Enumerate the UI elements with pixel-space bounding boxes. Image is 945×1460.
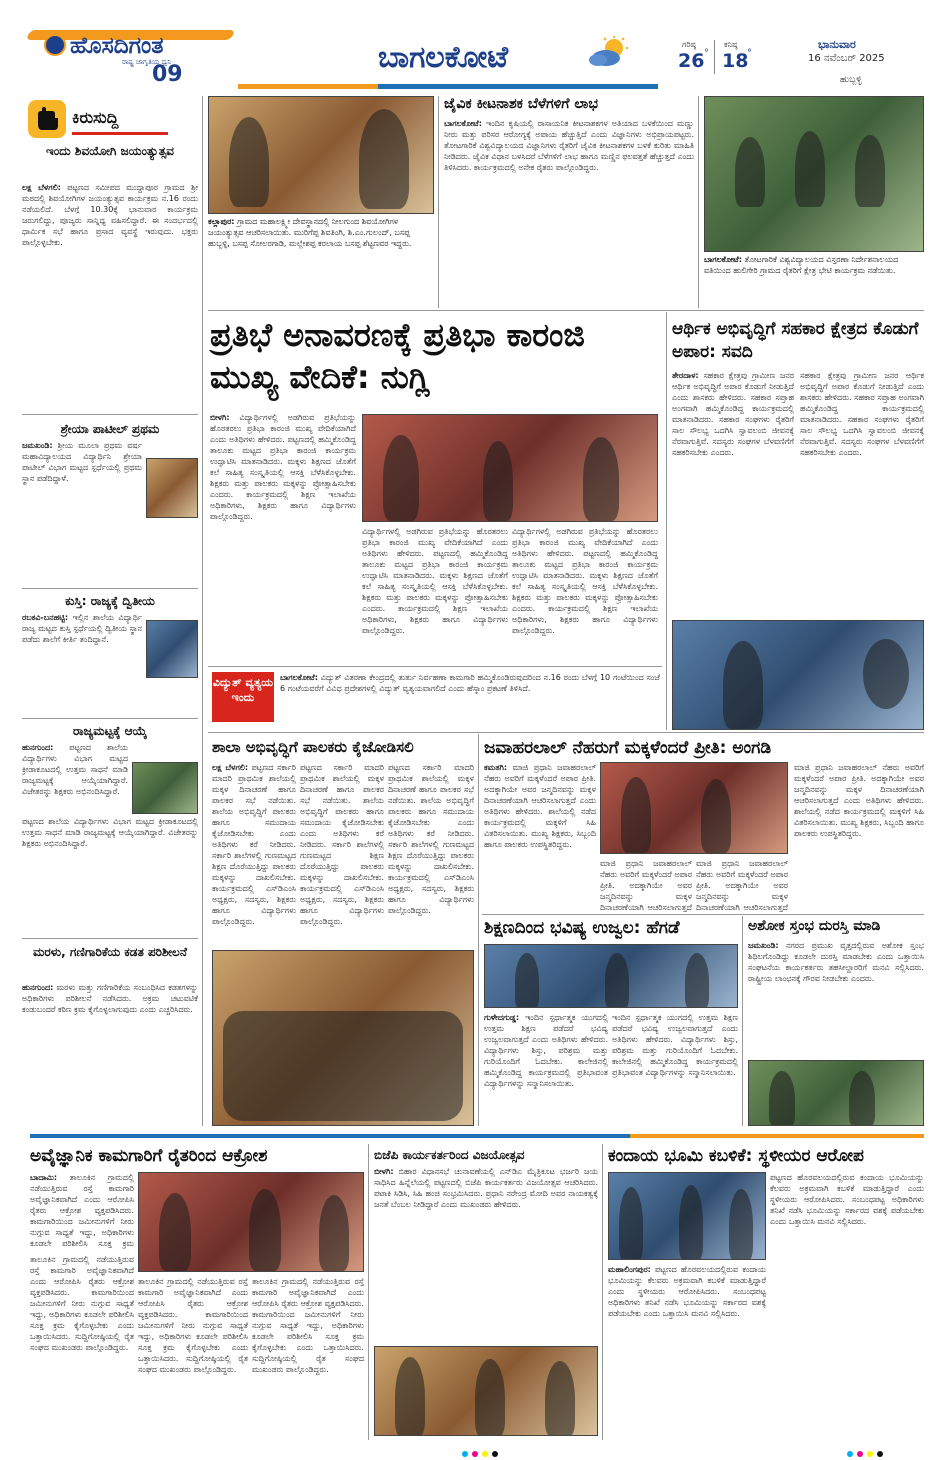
nehru-text: ಮಾಜಿ ಪ್ರಧಾನಿ ಜವಾಹರಲಾಲ್ ನೆಹರು ಅವರಿಗೆ ಮಕ್ಕಳೆಂದರೆ ಅಪಾರ ಪ್ರೀತಿ. ಅದಕ್ಕಾಗಿಯೇ ಅವರ ಜನ್ಮದಿನವನ್ನು ಮಕ್ಕಳ ದಿನಾಚರಣೆಯಾಗಿ ಆಚರಿಸಲಾಗುತ್ತದೆ xyxy=(600,859,692,912)
page-number: 09 xyxy=(152,62,183,87)
shala-dateline: ಲಕ್ಷ ಬೆಳಗಲಿ: xyxy=(212,763,249,772)
kirusuddi-underline xyxy=(72,132,168,135)
ashoka-headline: ಅಶೋಕ ಸ್ತಂಭ ದುರಸ್ತಿ ಮಾಡಿ xyxy=(748,918,881,934)
divider xyxy=(22,414,198,415)
weather-min-deg: ° xyxy=(747,48,752,59)
column-divider xyxy=(368,1144,369,1440)
column-divider xyxy=(666,312,667,730)
avaijnanika-dateline: ಬಾದಾಮಿ: xyxy=(30,1173,58,1182)
arthika-dateline: ತೇರದಾಳ: xyxy=(672,371,699,380)
kandaya-dateline: ಮಹಾಲಿಂಗಪುರ: xyxy=(608,1265,651,1274)
student-photo xyxy=(146,458,198,518)
bottom-rule-orange xyxy=(630,1134,924,1138)
column-divider xyxy=(438,96,439,308)
prathibha-text: ವಿದ್ಯಾರ್ಥಿಗಳಲ್ಲಿ ಅಡಗಿರುವ ಪ್ರತಿಭೆಯನ್ನು ಹೊರತರಲು ಪ್ರತಿಭಾ ಕಾರಂಜಿ ಮುಖ್ಯ ವೇದಿಕೆಯಾಗಿದೆ ಎಂದು ಅತಿಥಿಗಳು ಹೇಳಿದರು. ಪಟ್ಟಣದಲ್ಲಿ ಹಮ್ಮಿಕೊಂಡಿದ್ದ ತಾಲೂಕು ಮಟ್ಟದ ಪ್ರತಿಭಾ ಕಾರಂಜಿ ಕಾರ್ಯಕ್ರಮ ಉದ್ಘಾಟಿಸಿ ಮಾತನಾಡಿದರು. ಮಕ್ಕಳು ಶಿಕ್ಷಣದ ಜೊತೆಗೆ ಕಲೆ ಸಾಹಿತ್ಯ ಸಂಸ್ಕೃತಿಯಲ್ಲಿ ಆಸಕ್ತಿ ಬೆಳೆಸಿಕೊಳ್ಳಬೇಕು. ಶಿಕ್ಷಕರು ಮತ್ತು ಪಾಲಕರು ಮಕ್ಕಳನ್ನು ಪ್ರೋತ್ಸಾಹಿಸಬೇಕು ಎಂದರು. ಕಾರ್ಯಕ್ರಮದಲ್ಲಿ ಶಿಕ್ಷಣ ಇಲಾಖೆಯ ಅಧಿಕಾರಿಗಳು, ಶಿಕ್ಷಕರು ಹಾಗೂ ವಿದ್ಯಾರ್ಥಿಗಳು ಪಾಲ್ಗೊಂಡಿದ್ದರು. xyxy=(210,413,356,521)
prathibha-dateline: ಬೀಳಗಿ: xyxy=(210,413,230,422)
field-visit-caption xyxy=(704,254,924,308)
kandaya-headline: ಕಂದಾಯ ಭೂಮಿ ಕಬಳಿಕೆ: ಸ್ಥಳೀಯರ ಆರೋಪ xyxy=(608,1146,864,1166)
shikshana-body xyxy=(484,1012,608,1126)
masthead-logo[interactable]: ಹೊಸದಿಗಂತ xyxy=(70,32,164,59)
kiru-item-title: ಮರಳು, ಗಣಿಗಾರಿಕೆಯ ಕಡತ ಪರಿಶೀಲನೆ xyxy=(33,945,187,959)
arthika-photo xyxy=(672,620,924,730)
kiru-item-text: ಮರಳು ಮತ್ತು ಗಣಿಗಾರಿಕೆಯ ಸಂಬಂಧಿಸಿದ ಕಡತಗಳನ್ನು ಅಧಿಕಾರಿಗಳು ಪರಿಶೀಲನೆ ನಡೆಸಿದರು. ಅಕ್ರಮ ಚಟುವಟಿಕೆ ಕಂಡುಬಂದರೆ ಕಠಿಣ ಕ್ರಮ ಕೈಗೊಳ್ಳಲಾಗುವುದು ಎಂದು ಎಚ್ಚರಿಸಿದರು. xyxy=(22,983,198,1014)
prathibha-text: ವಿದ್ಯಾರ್ಥಿಗಳಲ್ಲಿ ಅಡಗಿರುವ ಪ್ರತಿಭೆಯನ್ನು ಹೊರತರಲು ಪ್ರತಿಭಾ ಕಾರಂಜಿ ಮುಖ್ಯ ವೇದಿಕೆಯಾಗಿದೆ ಎಂದು ಅತಿಥಿಗಳು ಹೇಳಿದರು. ಪಟ್ಟಣದಲ್ಲಿ ಹಮ್ಮಿಕೊಂಡಿದ್ದ ತಾಲೂಕು ಮಟ್ಟದ ಪ್ರತಿಭಾ ಕಾರಂಜಿ ಕಾರ್ಯಕ್ರಮ ಉದ್ಘಾಟಿಸಿ ಮಾತನಾಡಿದರು. ಮಕ್ಕಳು ಶಿಕ್ಷಣದ ಜೊತೆಗೆ ಕಲೆ ಸಾಹಿತ್ಯ ಸಂಸ್ಕೃತಿಯಲ್ಲಿ ಆಸಕ್ತಿ ಬೆಳೆಸಿಕೊಳ್ಳಬೇಕು. ಶಿಕ್ಷಕರು ಮತ್ತು ಪಾಲಕರು ಮಕ್ಕಳನ್ನು ಪ್ರೋತ್ಸಾಹಿಸಬೇಕು ಎಂದರು. ಕಾರ್ಯಕ್ರಮದಲ್ಲಿ ಶಿಕ್ಷಣ ಇಲಾಖೆಯ ಅಧಿಕಾರಿಗಳು, ಶಿಕ್ಷಕರು ಹಾಗೂ ವಿದ್ಯಾರ್ಥಿಗಳು ಪಾಲ್ಗೊಂಡಿದ್ದರು. xyxy=(512,527,658,635)
nehru-body-col2 xyxy=(600,858,692,912)
kiru-item-title: ರಾಜ್ಯಮಟ್ಟಕ್ಕೆ ಆಯ್ಕೆ xyxy=(72,724,147,738)
shala-text: ಪಟ್ಟಣದ ಸರ್ಕಾರಿ ಮಾದರಿ ಪ್ರಾಥಮಿಕ ಶಾಲೆಯಲ್ಲಿ ಮಕ್ಕಳ ದಿನಾಚರಣೆ ಹಾಗೂ ಪಾಲಕರ ಸಭೆ ನಡೆಯಿತು. ಶಾಲೆಯ ಅಭಿವೃದ್ಧಿಗೆ ಪಾಲಕರು ಹಾಗೂ ಸಮುದಾಯ ಕೈಜೋಡಿಸಬೇಕು ಎಂದು ಅತಿಥಿಗಳು ಕರೆ ನೀಡಿದರು. ಸರ್ಕಾರಿ ಶಾಲೆಗಳಲ್ಲಿ ಗುಣಮಟ್ಟದ ಶಿಕ್ಷಣ ದೊರೆಯುತ್ತಿದ್ದು ಪಾಲಕರು ಮಕ್ಕಳನ್ನು ದಾಖಲಿಸಬೇಕು. ಕಾರ್ಯಕ್ರಮದಲ್ಲಿ ಎಸ್‌ಡಿಎಂಸಿ ಅಧ್ಯಕ್ಷರು, ಸದಸ್ಯರು, ಶಿಕ್ಷಕರು ಹಾಗೂ ವಿದ್ಯಾರ್ಥಿಗಳು ಪಾಲ್ಗೊಂಡಿದ್ದರು. xyxy=(300,763,384,926)
avaijnanika-text: ತಾಲೂಕಿನ ಗ್ರಾಮದಲ್ಲಿ ನಡೆಯುತ್ತಿರುವ ರಸ್ತೆ ಕಾಮಗಾರಿ ಅವೈಜ್ಞಾನಿಕವಾಗಿದೆ ಎಂದು ಆರೋಪಿಸಿ ರೈತರು ಆಕ್ರೋಶ ವ್ಯಕ್ತಪಡಿಸಿದರು. ಕಾಮಗಾರಿಯಿಂದ ಜಮೀನುಗಳಿಗೆ ನೀರು ನುಗ್ಗುವ ಸಾಧ್ಯತೆ ಇದ್ದು, ಅಧಿಕಾರಿಗಳು ಕೂಡಲೇ ಪರಿಶೀಲಿಸಿ ಸೂಕ್ತ ಕ್ರಮ ಕೈಗೊಳ್ಳಬೇಕು ಎಂದು ಒತ್ತಾಯಿಸಿದರು. ಸುದ್ದಿಗೋಷ್ಠಿಯಲ್ಲಿ ರೈತ ಸಂಘದ ಮುಖಂಡರು ಪಾಲ್ಗೊಂಡಿದ್ದರು. xyxy=(252,1277,364,1374)
masthead-day: ಭಾನುವಾರ xyxy=(818,38,856,51)
jaivika-text: ಇಂದಿನ ಕೃಷಿಯಲ್ಲಿ ರಾಸಾಯನಿಕ ಕೀಟನಾಶಕಗಳ ಅತಿಯಾದ ಬಳಕೆಯಿಂದ ಮಣ್ಣು ನೀರು ಮತ್ತು ಪರಿಸರ ಆರೋಗ್ಯಕ್ಕೆ ಅಪಾಯ ಹೆಚ್ಚುತ್ತಿದೆ ಎಂದು ವಿಜ್ಞಾನಿಗಳು ಅಭಿಪ್ರಾಯಪಟ್ಟರು. ತೋಟಗಾರಿಕೆ ವಿಶ್ವವಿದ್ಯಾಲಯದ ವಿಜ್ಞಾನಿಗಳು ರೈತರಿಗೆ ಜೈವಿಕ ಕೀಟನಾಶಕಗಳ ಬಳಕೆ ಕುರಿತು ಮಾಹಿತಿ ನೀಡಿದರು. ಜೈವಿಕ ವಿಧಾನ ಬಳಸಿದರೆ ಬೆಳೆಗಳಿಗೆ ಲಾಭ ಹಾಗೂ ಮಣ್ಣಿನ ಫಲವತ್ತತೆ ಹೆಚ್ಚುತ್ತದೆ ಎಂದು ತಿಳಿಸಿದರು. ಕಾರ್ಯಕ್ರಮದಲ್ಲಿ ಅನೇಕ ರೈತರು ಪಾಲ್ಗೊಂಡಿದ್ದರು. xyxy=(444,119,694,172)
shala-body xyxy=(212,762,296,946)
avaijnanika-photo xyxy=(138,1172,364,1272)
kiru-item-dateline: ಹುನಗುಂದ: xyxy=(22,743,54,752)
nehru-dateline: ಕಮತಗಿ: xyxy=(484,763,508,772)
jaivika-dateline: ಬಾಗಲಕೋಟೆ: xyxy=(444,119,482,128)
bijepi-headline: ಬಿಜೆಪಿ ಕಾರ್ಯಕರ್ತರಿಂದ ವಿಜಯೋತ್ಸವ xyxy=(374,1148,525,1162)
column-divider xyxy=(742,916,743,1126)
kiru-item-text: ಪಟ್ಟಣದ ಸಮೀಪದ ಮುದ್ದಾಪೂರ ಗ್ರಾಮದ ಶ್ರೀ ಮಠದಲ್ಲಿ ಶಿವಯೋಗಿಗಳ ಜಯಂತ್ಯುತ್ಸವ ಕಾರ್ಯಕ್ರಮ ನ.16 ರಂದು ನಡೆಯಲಿದೆ. ಬೆಳಗ್ಗೆ 10.30ಕ್ಕೆ ಭಾನುವಾರ ಕಾರ್ಯಕ್ರಮ ಜರುಗಲಿದ್ದು, ಪೂಜ್ಯರು ಸಾನ್ನಿಧ್ಯ ವಹಿಸಲಿದ್ದಾರೆ. ಈ ಸಂದರ್ಭದಲ್ಲಿ ಧಾರ್ಮಿಕ ಸಭೆ ಹಾಗೂ ಪ್ರಸಾದ ವ್ಯವಸ್ಥೆ ಇರುವುದು. ಭಕ್ತರು ಪಾಲ್ಗೊಳ್ಳಬೇಕು. xyxy=(22,183,198,247)
shala-headline: ಶಾಲಾ ಅಭಿವೃದ್ಧಿಗೆ ಪಾಲಕರು ಕೈಜೋಡಿಸಲಿ xyxy=(212,738,414,756)
divider xyxy=(22,718,198,719)
kirusuddi-header xyxy=(28,100,168,138)
kandaya-text: ಪಟ್ಟಣದ ಹೊರವಲಯದಲ್ಲಿರುವ ಕಂದಾಯ ಭೂಮಿಯನ್ನು ಕೆಲವರು ಅಕ್ರಮವಾಗಿ ಕಬಳಿಕೆ ಮಾಡುತ್ತಿದ್ದಾರೆ ಎಂದು ಸ್ಥಳೀಯರು ಆರೋಪಿಸಿದರು. ಸಂಬಂಧಪಟ್ಟ ಅಧಿಕಾರಿಗಳು ತನಿಖೆ ನಡೆಸಿ ಭೂಮಿಯನ್ನು ಸರ್ಕಾರದ ವಶಕ್ಕೆ ಪಡೆಯಬೇಕು ಎಂದು ಒತ್ತಾಯಿಸಿ ಮನವಿ ಸಲ್ಲಿಸಿದರು. xyxy=(608,1265,766,1318)
avaijnanika-body-col3 xyxy=(138,1276,248,1438)
column-divider xyxy=(202,96,203,1126)
avaijnanika-text: ತಾಲೂಕಿನ ಗ್ರಾಮದಲ್ಲಿ ನಡೆಯುತ್ತಿರುವ ರಸ್ತೆ ಕಾಮಗಾರಿ ಅವೈಜ್ಞಾನಿಕವಾಗಿದೆ ಎಂದು ಆರೋಪಿಸಿ ರೈತರು ಆಕ್ರೋಶ ವ್ಯಕ್ತಪಡಿಸಿದರು. ಕಾಮಗಾರಿಯಿಂದ ಜಮೀನುಗಳಿಗೆ ನೀರು ನುಗ್ಗುವ ಸಾಧ್ಯತೆ ಇದ್ದು, ಅಧಿಕಾರಿಗಳು ಕೂಡಲೇ ಪರಿಶೀಲಿಸಿ ಸೂಕ್ತ ಕ್ರಮ ಕೈಗೊಳ್ಳಬೇಕು ಎಂದು ಒತ್ತಾಯಿಸಿದರು. ಸುದ್ದಿಗೋಷ್ಠಿಯಲ್ಲಿ ರೈತ ಸಂಘದ ಮುಖಂಡರು ಪಾಲ್ಗೊಂಡಿದ್ದರು. xyxy=(30,1255,134,1352)
arthika-headline: ಆರ್ಥಿಕ ಅಭಿವೃದ್ಧಿಗೆ ಸಹಕಾರ ಕ್ಷೇತ್ರದ ಕೊಡುಗೆ ಅಪಾರ: ಸವದಿ xyxy=(672,319,919,362)
weather-max-label: ಗರಿಷ್ಠ xyxy=(682,40,696,49)
bijepi-dateline: ಬೀಳಗಿ: xyxy=(374,1167,394,1176)
nehru-headline: ಜವಾಹರಲಾಲ್ ನೆಹರುಗೆ ಮಕ್ಕಳೆಂದರೆ ಪ್ರೀತಿ: ಅಂಗಡಿ xyxy=(484,738,772,758)
hand-icon xyxy=(28,100,66,138)
kandaya-photo xyxy=(608,1172,766,1260)
shala-photo xyxy=(212,950,474,1126)
bijepi-text: ಬಿಹಾರ ವಿಧಾನಸಭೆ ಚುನಾವಣೆಯಲ್ಲಿ ಎನ್‌ಡಿಎ ಮೈತ್ರಿಕೂಟ ಭರ್ಜರಿ ಜಯ ಸಾಧಿಸಿದ ಹಿನ್ನೆಲೆಯಲ್ಲಿ ಪಟ್ಟಣದಲ್ಲಿ ಬಿಜೆಪಿ ಕಾರ್ಯಕರ್ತರು ವಿಜಯೋತ್ಸವ ಆಚರಿಸಿದರು. ಪಟಾಕಿ ಸಿಡಿಸಿ, ಸಿಹಿ ಹಂಚಿ ಸಂಭ್ರಮಿಸಿದರು. ಪ್ರಧಾನಿ ನರೇಂದ್ರ ಮೋದಿ ಅವರ ನಾಯಕತ್ವಕ್ಕೆ ಜನತೆ ಬೆಂಬಲ ನೀಡಿದ್ದಾರೆ ಎಂದು ಮುಖಂಡರು ಹೇಳಿದರು. xyxy=(374,1167,598,1209)
prathibha-photo xyxy=(362,414,658,522)
weather-min-value: 18 xyxy=(722,50,749,72)
edition-title: ಬಾಗಲಕೋಟೆ xyxy=(378,40,509,75)
kiru-item-text: ಪಟ್ಟಣದ ಶಾಲೆಯ ವಿದ್ಯಾರ್ಥಿಗಳು ವಿಭಾಗ ಮಟ್ಟದ ಕ್ರೀಡಾಕೂಟದಲ್ಲಿ ಉತ್ತಮ ಸಾಧನೆ ಮಾಡಿ ರಾಜ್ಯಮಟ್ಟಕ್ಕೆ ಆಯ್ಕೆಯಾಗಿದ್ದಾರೆ. ವಿಜೇತರನ್ನು ಶಿಕ್ಷಕರು ಅಭಿನಂದಿಸಿದ್ದಾರೆ. xyxy=(22,817,198,848)
divider xyxy=(22,938,198,939)
kiru-item-body xyxy=(22,982,198,1126)
kiru-item-body-continued xyxy=(22,816,198,936)
kiru-item-text: ಇಲ್ಲಿನ ಶಾಲೆಯ ವಿದ್ಯಾರ್ಥಿ ರಾಜ್ಯ ಮಟ್ಟದ ಕುಸ್ತಿ ಸ್ಪರ್ಧೆಯಲ್ಲಿ ದ್ವಿತೀಯ ಸ್ಥಾನ ಪಡೆದು ಶಾಲೆಗೆ ಕೀರ್ತಿ ತಂದಿದ್ದಾನೆ. xyxy=(22,613,142,644)
field-visit-dateline: ಬಾಗಲಕೋಟೆ: xyxy=(704,255,742,264)
kiru-item-title: ಶ್ರೇಯಾ ಪಾಟೀಲ್ ಪ್ರಥಮ xyxy=(60,422,160,436)
prathibha-body xyxy=(210,412,356,664)
ashoka-dateline: ಜಮಖಂಡಿ: xyxy=(748,941,779,950)
shikshana-text: ಇಂದಿನ ಸ್ಪರ್ಧಾತ್ಮಕ ಯುಗದಲ್ಲಿ ಉತ್ತಮ ಶಿಕ್ಷಣ ಪಡೆದರೆ ಭವಿಷ್ಯ ಉಜ್ವಲವಾಗುತ್ತದೆ ಎಂದು ಅತಿಥಿಗಳು ಹೇಳಿದರು. ವಿದ್ಯಾರ್ಥಿಗಳು ಶಿಸ್ತು, ಪರಿಶ್ರಮ ಮತ್ತು ಗುರಿಯೊಂದಿಗೆ ಓದಬೇಕು. ಕಾಲೇಜಿನಲ್ಲಿ ಹಮ್ಮಿಕೊಂಡಿದ್ದ ಕಾರ್ಯಕ್ರಮದಲ್ಲಿ ಪ್ರತಿಭಾವಂತ ವಿದ್ಯಾರ್ಥಿಗಳನ್ನು ಸನ್ಮಾನಿಸಲಾಯಿತು. xyxy=(484,1013,608,1088)
shikshana-photo xyxy=(484,944,738,1008)
kirusuddi-column xyxy=(22,96,198,1126)
masthead xyxy=(0,0,945,92)
arthika-body xyxy=(672,370,794,616)
avaijnanika-text: ತಾಲೂಕಿನ ಗ್ರಾಮದಲ್ಲಿ ನಡೆಯುತ್ತಿರುವ ರಸ್ತೆ ಕಾಮಗಾರಿ ಅವೈಜ್ಞಾನಿಕವಾಗಿದೆ ಎಂದು ಆರೋಪಿಸಿ ರೈತರು ಆಕ್ರೋಶ ವ್ಯಕ್ತಪಡಿಸಿದರು. ಕಾಮಗಾರಿಯಿಂದ ಜಮೀನುಗಳಿಗೆ ನೀರು ನುಗ್ಗುವ ಸಾಧ್ಯತೆ ಇದ್ದು, ಅಧಿಕಾರಿಗಳು ಕೂಡಲೇ ಪರಿಶೀಲಿಸಿ ಸೂಕ್ತ ಕ್ರಮ ಕೈಗೊಳ್ಳಬೇಕು ಎಂದು ಒತ್ತಾಯಿಸಿದರು. ಸುದ್ದಿಗೋಷ್ಠಿಯಲ್ಲಿ ರೈತ ಸಂಘದ ಮುಖಂಡರು ಪಾಲ್ಗೊಂಡಿದ್ದರು. xyxy=(138,1277,248,1374)
kiru-item-body xyxy=(22,182,198,350)
nehru-text: ಮಾಜಿ ಪ್ರಧಾನಿ ಜವಾಹರಲಾಲ್ ನೆಹರು ಅವರಿಗೆ ಮಕ್ಕಳೆಂದರೆ ಅಪಾರ ಪ್ರೀತಿ. ಅದಕ್ಕಾಗಿಯೇ ಅವರ ಜನ್ಮದಿನವನ್ನು ಮಕ್ಕಳ ದಿನಾಚರಣೆಯಾಗಿ ಆಚರಿಸಲಾಗುತ್ತದೆ xyxy=(696,859,788,912)
masthead-city: ಹುಬ್ಬಳ್ಳಿ xyxy=(840,75,862,85)
kiru-item-body xyxy=(22,612,142,708)
kallapura-photo xyxy=(208,96,434,214)
kandaya-text: ಪಟ್ಟಣದ ಹೊರವಲಯದಲ್ಲಿರುವ ಕಂದಾಯ ಭೂಮಿಯನ್ನು ಕೆಲವರು ಅಕ್ರಮವಾಗಿ ಕಬಳಿಕೆ ಮಾಡುತ್ತಿದ್ದಾರೆ ಎಂದು ಸ್ಥಳೀಯರು ಆರೋಪಿಸಿದರು. ಸಂಬಂಧಪಟ್ಟ ಅಧಿಕಾರಿಗಳು ತನಿಖೆ ನಡೆಸಿ ಭೂಮಿಯನ್ನು ಸರ್ಕಾರದ ವಶಕ್ಕೆ ಪಡೆಯಬೇಕು ಎಂದು ಒತ್ತಾಯಿಸಿ ಮನವಿ ಸಲ್ಲಿಸಿದರು. xyxy=(770,1173,924,1226)
field-visit-caption-text: ತೋಟಗಾರಿಕೆ ವಿಶ್ವವಿದ್ಯಾಲಯದ ವಿಸ್ತರಣಾ ನಿರ್ದೇಶನಾಲಯದ ವತಿಯಿಂದ ಹುಲಿಗೇರಿ ಗ್ರಾಮದ ರೈತರಿಗೆ ಕ್ಷೇತ್ರ ಭೇಟಿ ಕಾರ್ಯಕ್ರಮ ನಡೆಯಿತು. xyxy=(704,255,899,275)
column-divider xyxy=(602,1144,603,1440)
prathibha-body-col2 xyxy=(362,526,508,664)
kiru-item-text: ಶ್ರೀಯ ಮೂಲಾ ಪ್ರಥಮ ವರ್ಷ ಮಹಾವಿದ್ಯಾಲಯದ ವಿದ್ಯಾರ್ಥಿನಿ ಶ್ರೇಯಾ ಪಾಟೀಲ್ ವಿಭಾಗ ಮಟ್ಟದ ಸ್ಪರ್ಧೆಯಲ್ಲಿ ಪ್ರಥಮ ಸ್ಥಾನ ಪಡೆದಿದ್ದಾಳೆ. xyxy=(22,441,142,483)
masthead-rule-blue xyxy=(378,84,658,89)
kiru-item-title: ಕುಸ್ತಿ: ರಾಜ್ಯಕ್ಕೆ ದ್ವಿತೀಯ xyxy=(65,594,155,608)
kiru-item-body xyxy=(22,440,142,600)
prathibha-text: ವಿದ್ಯಾರ್ಥಿಗಳಲ್ಲಿ ಅಡಗಿರುವ ಪ್ರತಿಭೆಯನ್ನು ಹೊರತರಲು ಪ್ರತಿಭಾ ಕಾರಂಜಿ ಮುಖ್ಯ ವೇದಿಕೆಯಾಗಿದೆ ಎಂದು ಅತಿಥಿಗಳು ಹೇಳಿದರು. ಪಟ್ಟಣದಲ್ಲಿ ಹಮ್ಮಿಕೊಂಡಿದ್ದ ತಾಲೂಕು ಮಟ್ಟದ ಪ್ರತಿಭಾ ಕಾರಂಜಿ ಕಾರ್ಯಕ್ರಮ ಉದ್ಘಾಟಿಸಿ ಮಾತನಾಡಿದರು. ಮಕ್ಕಳು ಶಿಕ್ಷಣದ ಜೊತೆಗೆ ಕಲೆ ಸಾಹಿತ್ಯ ಸಂಸ್ಕೃತಿಯಲ್ಲಿ ಆಸಕ್ತಿ ಬೆಳೆಸಿಕೊಳ್ಳಬೇಕು. ಶಿಕ್ಷಕರು ಮತ್ತು ಪಾಲಕರು ಮಕ್ಕಳನ್ನು ಪ್ರೋತ್ಸಾಹಿಸಬೇಕು ಎಂದರು. ಕಾರ್ಯಕ್ರಮದಲ್ಲಿ ಶಿಕ್ಷಣ ಇಲಾಖೆಯ ಅಧಿಕಾರಿಗಳು, ಶಿಕ್ಷಕರು ಹಾಗೂ ವಿದ್ಯಾರ್ಥಿಗಳು ಪಾಲ್ಗೊಂಡಿದ್ದರು. xyxy=(362,527,508,635)
avaijnanika-body xyxy=(30,1172,134,1250)
masthead-logo-icon xyxy=(44,34,66,56)
shikshana-headline: ಶಿಕ್ಷಣದಿಂದ ಭವಿಷ್ಯ ಉಜ್ವಲ: ಹೆಗಡೆ xyxy=(484,918,680,938)
arthika-text: ಸಹಕಾರ ಕ್ಷೇತ್ರವು ಗ್ರಾಮೀಣ ಜನರ ಆರ್ಥಿಕ ಅಭಿವೃದ್ಧಿಗೆ ಅಪಾರ ಕೊಡುಗೆ ನೀಡುತ್ತಿದೆ ಎಂದು ಶಾಸಕರು ಹೇಳಿದರು. ಸಹಕಾರ ಸಪ್ತಾಹ ಅಂಗವಾಗಿ ಹಮ್ಮಿಕೊಂಡಿದ್ದ ಕಾರ್ಯಕ್ರಮದಲ್ಲಿ ಮಾತನಾಡಿದರು. ಸಹಕಾರ ಸಂಘಗಳು ರೈತರಿಗೆ ಸಾಲ ಸೌಲಭ್ಯ ಒದಗಿಸಿ ಸ್ವಾವಲಂಬಿ ಜೀವನಕ್ಕೆ ನೆರವಾಗುತ್ತಿವೆ. ಸದಸ್ಯರು ಸಂಘಗಳ ಬೆಳವಣಿಗೆಗೆ ಸಹಕರಿಸಬೇಕು ಎಂದರು. xyxy=(800,371,924,457)
column-divider xyxy=(698,96,699,308)
kallapura-caption-text: ಗ್ರಾಮದ ಮಹಾಲಕ್ಷ್ಮೀ ದೇವಸ್ಥಾನದಲ್ಲಿ ನೀಲಗುಂದ ಶಿವಯೋಗಿಗಳ ಜಯಂತ್ಯುತ್ಸವ ಆಚರಿಸಲಾಯಿತು. ಮುರಿಗೆಪ್ಪ ಶಿವತಿಂಗಿ, ಶಿ.ಎಂ.ಗುಲಂದ್, ಬಸಪ್ಪ ಹುಬ್ಬಳ್ಳಿ, ಬಸಪ್ಪ ಸೋಲರಗಾಡಿ, ಮಲ್ಲೇಶಪ್ಪ ಕರಲಾಯ ಬಸಪ್ಪ ಶೆಟ್ಟಣವರ ಇದ್ದರು. xyxy=(208,217,412,248)
ashoka-body xyxy=(748,940,924,1056)
kallapura-caption xyxy=(208,216,434,306)
team-photo xyxy=(132,762,198,814)
divider xyxy=(208,732,924,733)
divider xyxy=(208,310,924,311)
jaivika-body xyxy=(444,118,694,308)
column-divider xyxy=(478,734,479,1126)
kirusuddi-label: ಕಿರುಸುದ್ದಿ xyxy=(72,108,119,127)
print-registration-marks xyxy=(460,1444,500,1454)
divider xyxy=(208,666,662,667)
ashoka-text: ನಗರದ ಪ್ರಮುಖ ವೃತ್ತದಲ್ಲಿರುವ ಅಶೋಕ ಸ್ತಂಭ ಶಿಥಿಲಗೊಂಡಿದ್ದು ಕೂಡಲೇ ದುರಸ್ತಿ ಮಾಡಬೇಕು ಎಂದು ಒತ್ತಾಯಿಸಿ ಸಂಘಟನೆಯ ಕಾರ್ಯಕರ್ತರು ತಹಸೀಲ್ದಾರರಿಗೆ ಮನವಿ ಸಲ್ಲಿಸಿದರು. ರಾಷ್ಟ್ರೀಯ ಲಾಂಛನಕ್ಕೆ ಗೌರವ ನೀಡಬೇಕು ಎಂದರು. xyxy=(748,941,924,983)
arthika-body-col2 xyxy=(800,370,924,616)
divider xyxy=(22,588,198,589)
ashoka-photo xyxy=(748,1060,924,1126)
kiru-item-title: ಇಂದು ಶಿವಯೋಗಿ ಜಯಂತ್ಯುತ್ಸವ xyxy=(46,144,174,158)
nehru-text: ಮಾಜಿ ಪ್ರಧಾನಿ ಜವಾಹರಲಾಲ್ ನೆಹರು ಅವರಿಗೆ ಮಕ್ಕಳೆಂದರೆ ಅಪಾರ ಪ್ರೀತಿ. ಅದಕ್ಕಾಗಿಯೇ ಅವರ ಜನ್ಮದಿನವನ್ನು ಮಕ್ಕಳ ದಿನಾಚರಣೆಯಾಗಿ ಆಚರಿಸಲಾಗುತ್ತದೆ ಎಂದು ಅತಿಥಿಗಳು ಹೇಳಿದರು. ಶಾಲೆಯಲ್ಲಿ ನಡೆದ ಕಾರ್ಯಕ್ರಮದಲ್ಲಿ ಮಕ್ಕಳಿಗೆ ಸಿಹಿ ವಿತರಿಸಲಾಯಿತು. ಮುಖ್ಯ ಶಿಕ್ಷಕರು, ಸಿಬ್ಬಂದಿ ಹಾಗೂ ಪಾಲಕರು ಉಪಸ್ಥಿತರಿದ್ದರು. xyxy=(794,763,924,838)
shala-text: ಪಟ್ಟಣದ ಸರ್ಕಾರಿ ಮಾದರಿ ಪ್ರಾಥಮಿಕ ಶಾಲೆಯಲ್ಲಿ ಮಕ್ಕಳ ದಿನಾಚರಣೆ ಹಾಗೂ ಪಾಲಕರ ಸಭೆ ನಡೆಯಿತು. ಶಾಲೆಯ ಅಭಿವೃದ್ಧಿಗೆ ಪಾಲಕರು ಹಾಗೂ ಸಮುದಾಯ ಕೈಜೋಡಿಸಬೇಕು ಎಂದು ಅತಿಥಿಗಳು ಕರೆ ನೀಡಿದರು. ಸರ್ಕಾರಿ ಶಾಲೆಗಳಲ್ಲಿ ಗುಣಮಟ್ಟದ ಶಿಕ್ಷಣ ದೊರೆಯುತ್ತಿದ್ದು ಪಾಲಕರು ಮಕ್ಕಳನ್ನು ದಾಖಲಿಸಬೇಕು. ಕಾರ್ಯಕ್ರಮದಲ್ಲಿ ಎಸ್‌ಡಿಎಂಸಿ ಅಧ್ಯಕ್ಷರು, ಸದಸ್ಯರು, ಶಿಕ್ಷಕರು ಹಾಗೂ ವಿದ್ಯಾರ್ಥಿಗಳು ಪಾಲ್ಗೊಂಡಿದ್ದರು. xyxy=(388,763,474,915)
bottom-rule-blue xyxy=(30,1134,630,1138)
wrestler-photo xyxy=(146,620,198,678)
weather-min-label: ಕನಿಷ್ಠ xyxy=(724,40,738,49)
prathibha-body-col3 xyxy=(512,526,658,664)
prathibha-headline: ಪ್ರತಿಭೆ ಅನಾವರಣಕ್ಕೆ ಪ್ರತಿಭಾ ಕಾರಂಜಿ ಮುಖ್ಯ ವೇದಿಕೆ: ನುಗ್ಲಿ xyxy=(210,316,585,396)
nehru-body-col4 xyxy=(794,762,924,912)
kiru-item-dateline: ಹುನಗುಂದ: xyxy=(22,983,54,992)
shikshana-dateline: ಗುಳೇದಗುಡ್ಡ: xyxy=(484,1013,520,1022)
field-visit-photo xyxy=(704,96,924,252)
nehru-text: ಮಾಜಿ ಪ್ರಧಾನಿ ಜವಾಹರಲಾಲ್ ನೆಹರು ಅವರಿಗೆ ಮಕ್ಕಳೆಂದರೆ ಅಪಾರ ಪ್ರೀತಿ. ಅದಕ್ಕಾಗಿಯೇ ಅವರ ಜನ್ಮದಿನವನ್ನು ಮಕ್ಕಳ ದಿನಾಚರಣೆಯಾಗಿ ಆಚರಿಸಲಾಗುತ್ತದೆ ಎಂದು ಅತಿಥಿಗಳು ಹೇಳಿದರು. ಶಾಲೆಯಲ್ಲಿ ನಡೆದ ಕಾರ್ಯಕ್ರಮದಲ್ಲಿ ಮಕ್ಕಳಿಗೆ ಸಿಹಿ ವಿತರಿಸಲಾಯಿತು. ಮುಖ್ಯ ಶಿಕ್ಷಕರು, ಸಿಬ್ಬಂದಿ ಹಾಗೂ ಪಾಲಕರು ಉಪಸ್ಥಿತರಿದ್ದರು. xyxy=(484,763,596,849)
masthead-date: 16 ನವೆಂಬರ್ 2025 xyxy=(808,53,885,64)
avaijnanika-body-col4 xyxy=(252,1276,364,1438)
kandaya-body-col2 xyxy=(770,1172,924,1438)
avaijnanika-text: ತಾಲೂಕಿನ ಗ್ರಾಮದಲ್ಲಿ ನಡೆಯುತ್ತಿರುವ ರಸ್ತೆ ಕಾಮಗಾರಿ ಅವೈಜ್ಞಾನಿಕವಾಗಿದೆ ಎಂದು ಆರೋಪಿಸಿ ರೈತರು ಆಕ್ರೋಶ ವ್ಯಕ್ತಪಡಿಸಿದರು. ಕಾಮಗಾರಿಯಿಂದ ಜಮೀನುಗಳಿಗೆ ನೀರು ನುಗ್ಗುವ ಸಾಧ್ಯತೆ ಇದ್ದು, ಅಧಿಕಾರಿಗಳು ಕೂಡಲೇ ಪರಿಶೀಲಿಸಿ ಸೂಕ್ತ ಕ್ರಮ xyxy=(30,1173,134,1248)
weather-max-deg: ° xyxy=(704,48,709,59)
divider xyxy=(482,914,924,915)
avaijnanika-body-col2 xyxy=(30,1254,134,1438)
sun-cloud-icon xyxy=(588,36,632,68)
shala-text: ಪಟ್ಟಣದ ಸರ್ಕಾರಿ ಮಾದರಿ ಪ್ರಾಥಮಿಕ ಶಾಲೆಯಲ್ಲಿ ಮಕ್ಕಳ ದಿನಾಚರಣೆ ಹಾಗೂ ಪಾಲಕರ ಸಭೆ ನಡೆಯಿತು. ಶಾಲೆಯ ಅಭಿವೃದ್ಧಿಗೆ ಪಾಲಕರು ಹಾಗೂ ಸಮುದಾಯ ಕೈಜೋಡಿಸಬೇಕು ಎಂದು ಅತಿಥಿಗಳು ಕರೆ ನೀಡಿದರು. ಸರ್ಕಾರಿ ಶಾಲೆಗಳಲ್ಲಿ ಗುಣಮಟ್ಟದ ಶಿಕ್ಷಣ ದೊರೆಯುತ್ತಿದ್ದು ಪಾಲಕರು ಮಕ್ಕಳನ್ನು ದಾಖಲಿಸಬೇಕು. ಕಾರ್ಯಕ್ರಮದಲ್ಲಿ ಎಸ್‌ಡಿಎಂಸಿ ಅಧ್ಯಕ್ಷರು, ಸದಸ್ಯರು, ಶಿಕ್ಷಕರು ಹಾಗೂ ವಿದ್ಯಾರ್ಥಿಗಳು ಪಾಲ್ಗೊಂಡಿದ್ದರು. xyxy=(212,763,296,926)
jaivika-headline: ಜೈವಿಕ ಕೀಟನಾಶಕ ಬೆಳೆಗಳಿಗೆ ಲಾಭ xyxy=(444,96,598,112)
vidyut-dateline: ಬಾಗಲಕೋಟೆ: xyxy=(280,673,318,682)
print-registration-marks xyxy=(845,1444,885,1454)
kiru-item-body xyxy=(22,742,128,814)
avaijnanika-headline: ಅವೈಜ್ಞಾನಿಕ ಕಾಮಗಾರಿಗೆ ರೈತರಿಂದ ಆಕ್ರೋಶ xyxy=(30,1146,268,1166)
nehru-photo xyxy=(600,762,788,854)
kiru-item-dateline: ಜಮಖಂಡಿ: xyxy=(22,441,53,450)
masthead-rule-orange xyxy=(238,84,378,89)
kallapura-dateline: ಕಲ್ಲಾಪುರ: xyxy=(208,217,235,226)
kiru-item-dateline: ಲಕ್ಷ ಬೆಳಗಲಿ: xyxy=(22,183,61,192)
vidyut-badge: ವಿದ್ಯುತ್ ವ್ಯತ್ಯಯ ಇಂದು xyxy=(212,672,274,722)
bijepi-body xyxy=(374,1166,598,1342)
shikshana-body-col2 xyxy=(612,1012,738,1126)
kiru-item-dateline: ರಬಕವಿ-ಬನಹಟ್ಟಿ: xyxy=(22,613,69,622)
arthika-text: ಸಹಕಾರ ಕ್ಷೇತ್ರವು ಗ್ರಾಮೀಣ ಜನರ ಆರ್ಥಿಕ ಅಭಿವೃದ್ಧಿಗೆ ಅಪಾರ ಕೊಡುಗೆ ನೀಡುತ್ತಿದೆ ಎಂದು ಶಾಸಕರು ಹೇಳಿದರು. ಸಹಕಾರ ಸಪ್ತಾಹ ಅಂಗವಾಗಿ ಹಮ್ಮಿಕೊಂಡಿದ್ದ ಕಾರ್ಯಕ್ರಮದಲ್ಲಿ ಮಾತನಾಡಿದರು. ಸಹಕಾರ ಸಂಘಗಳು ರೈತರಿಗೆ ಸಾಲ ಸೌಲಭ್ಯ ಒದಗಿಸಿ ಸ್ವಾವಲಂಬಿ ಜೀವನಕ್ಕೆ ನೆರವಾಗುತ್ತಿವೆ. ಸದಸ್ಯರು ಸಂಘಗಳ ಬೆಳವಣಿಗೆಗೆ ಸಹಕರಿಸಬೇಕು ಎಂದರು. xyxy=(672,371,794,457)
nehru-body xyxy=(484,762,596,912)
bijepi-photo xyxy=(374,1346,598,1436)
shikshana-text: ಇಂದಿನ ಸ್ಪರ್ಧಾತ್ಮಕ ಯುಗದಲ್ಲಿ ಉತ್ತಮ ಶಿಕ್ಷಣ ಪಡೆದರೆ ಭವಿಷ್ಯ ಉಜ್ವಲವಾಗುತ್ತದೆ ಎಂದು ಅತಿಥಿಗಳು ಹೇಳಿದರು. ವಿದ್ಯಾರ್ಥಿಗಳು ಶಿಸ್ತು, ಪರಿಶ್ರಮ ಮತ್ತು ಗುರಿಯೊಂದಿಗೆ ಓದಬೇಕು. ಕಾಲೇಜಿನಲ್ಲಿ ಹಮ್ಮಿಕೊಂಡಿದ್ದ ಕಾರ್ಯಕ್ರಮದಲ್ಲಿ ಪ್ರತಿಭಾವಂತ ವಿದ್ಯಾರ್ಥಿಗಳನ್ನು ಸನ್ಮಾನಿಸಲಾಯಿತು. xyxy=(612,1013,738,1077)
weather-max-value: 26 xyxy=(678,50,705,72)
vidyut-body xyxy=(280,672,660,726)
masthead-tagline: ರಾಷ್ಟ್ರ ಜಾಗೃತಿಯ ಧ್ವನಿ xyxy=(122,58,172,66)
shala-body-col2 xyxy=(300,762,384,946)
weather-divider xyxy=(714,40,715,74)
shala-body-col3 xyxy=(388,762,474,946)
nehru-body-col3 xyxy=(696,858,788,912)
kiru-item-text: ಪಟ್ಟಣದ ಶಾಲೆಯ ವಿದ್ಯಾರ್ಥಿಗಳು ವಿಭಾಗ ಮಟ್ಟದ ಕ್ರೀಡಾಕೂಟದಲ್ಲಿ ಉತ್ತಮ ಸಾಧನೆ ಮಾಡಿ ರಾಜ್ಯಮಟ್ಟಕ್ಕೆ ಆಯ್ಕೆಯಾಗಿದ್ದಾರೆ. ವಿಜೇತರನ್ನು ಶಿಕ್ಷಕರು ಅಭಿನಂದಿಸಿದ್ದಾರೆ. xyxy=(22,743,128,796)
kandaya-body xyxy=(608,1264,766,1438)
vidyut-text: ವಿದ್ಯುತ್ ವಿತರಣಾ ಕೇಂದ್ರದಲ್ಲಿ ತುರ್ತು ನಿರ್ವಹಣಾ ಕಾಮಗಾರಿ ಹಮ್ಮಿಕೊಂಡಿರುವುದರಿಂದ ನ.16 ರಂದು ಬೆಳಗ್ಗೆ 10 ಗಂಟೆಯಿಂದ ಸಂಜೆ 6 ಗಂಟೆಯವರೆಗೆ ವಿವಿಧ ಪ್ರದೇಶಗಳಲ್ಲಿ ವಿದ್ಯುತ್ ವ್ಯತ್ಯಯವಾಗಲಿದೆ ಎಂದು ಹೆಸ್ಕಾಂ ಪ್ರಕಟಣೆ ತಿಳಿಸಿದೆ. xyxy=(280,673,660,693)
